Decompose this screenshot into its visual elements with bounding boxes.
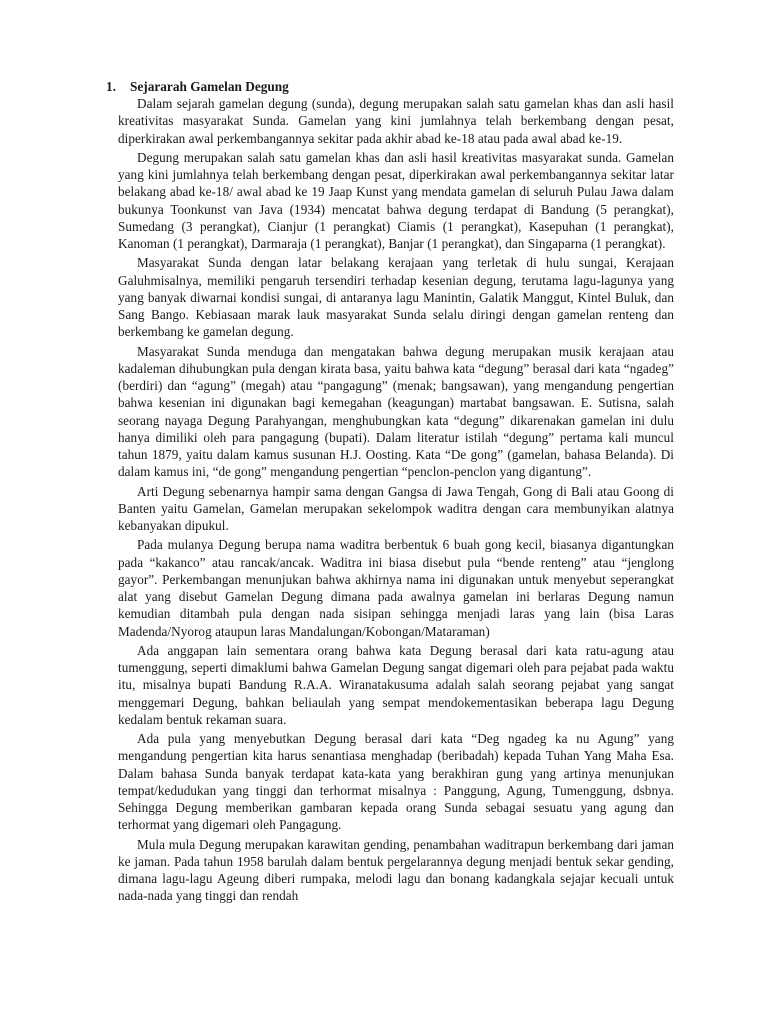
section-number: 1.	[106, 79, 116, 94]
paragraph: Pada mulanya Degung berupa nama waditra berbentuk 6 buah gong kecil, biasanya digantungkan pada “kakanco” atau rancak/ancak. Waditra ini biasa disebut pula “bende renteng” atau “jenglong gayor”. Perkembangan menunjukan bahwa akhirnya nama ini digunakan untuk menyebut seperangkat alat yang disebut Gamelan Degung dimana pada awalnya gamelan ini berlaras Degung namun kemudian ditambah pula dengan nada sisipan sehingga menjadi laras yang lain (bisa Laras Madenda/Nyorog ataupun laras Mandalungan/Kobongan/Mataraman)	[118, 537, 674, 639]
paragraph: Masyarakat Sunda menduga dan mengatakan bahwa degung merupakan musik kerajaan atau kadaleman dihubungkan pula dengan kirata basa, yaitu bahwa kata “degung” berasal dari kata “ngadeg” (berdiri) dan “agung” (megah) atau “pangagung” (menak; bangsawan), yang mengandung pengertian bahwa kesenian ini digunakan bagi kemegahan (keagungan) martabat bangsawan. E. Sutisna, salah seorang nayaga Degung Parahyangan, menghubungkan kata “degung” dikarenakan gamelan ini dulu hanya dimiliki oleh para pangagung (bupati). Dalam literatur istilah “degung” pertama kali muncul tahun 1879, yaitu dalam kamus susunan H.J. Oosting. Kata “De gong” (gamelan, bahasa Belanda). Di dalam kamus ini, “de gong” mengandung pengertian “penclon-penclon yang digantung”.	[118, 343, 674, 480]
section-heading	[106, 78, 674, 95]
paragraph: Ada anggapan lain sementara orang bahwa kata Degung berasal dari kata ratu-agung atau tumenggung, seperti dimaklumi bahwa Gamelan Degung sangat digemari oleh para pejabat pada waktu itu, misalnya bupati Bandung R.A.A. Wiranatakusuma adalah salah seorang pejabat yang sangat menggemari Degung, bahkan beliaulah yang sempat mendokementasikan beberapa lagu Degung kedalam bentuk rekaman suara.	[118, 642, 674, 727]
paragraph: Dalam sejarah gamelan degung (sunda), degung merupakan salah satu gamelan khas dan asli hasil kreativitas masyarakat Sunda. Gamelan yang kini jumlahnya telah berkembang dengan pesat, diperkirakan awal perkembangannya sekitar pada akhir abad ke-18 atau pada awal abad ke-19.	[118, 96, 674, 146]
paragraph: Ada pula yang menyebutkan Degung berasal dari kata “Deg ngadeg ka nu Agung” yang mengandung pengertian kita harus senantiasa menghadap (beribadah) kepada Tuhan Yang Maha Esa. Dalam bahasa Sunda banyak terdapat kata-kata yang berakhiran gung yang artinya menunjukan tempat/kedudukan yang tinggi dan terhormat misalnya : Panggung, Agung, Tumenggung, dsbnya. Sehingga Degung memberikan gambaran kepada orang Sunda sebagai sesuatu yang agung dan terhormat yang digemari oleh Pangagung.	[118, 731, 674, 833]
section-title: Sejararah Gamelan Degung	[130, 79, 289, 94]
paragraph: Arti Degung sebenarnya hampir sama dengan Gangsa di Jawa Tengah, Gong di Bali atau Goong di Banten yaitu Gamelan, Gamelan merupakan sekelompok waditra dengan cara membunyikan alatnya kebanyakan dipukul.	[118, 483, 674, 533]
paragraph: Degung merupakan salah satu gamelan khas dan asli hasil kreativitas masyarakat sunda. Gamelan yang kini jumlahnya telah berkembang dengan pesat, diperkirakan awal perkembangannya sekitar latar belakang abad ke-18/ awal abad ke 19 Jaap Kunst yang mendata gamelan di seluruh Pulau Jawa dalam bukunya Toonkunst van Java (1934) mencatat bahwa degung terdapat di Bandung (5 perangkat), Sumedang (3 perangkat), Cianjur (1 perangkat) Ciamis (1 perangkat), Kasepuhan (1 perangkat), Kanoman (1 perangkat), Darmaraja (1 perangkat), Banjar (1 perangkat), dan Singaparna (1 perangkat).	[118, 149, 674, 251]
paragraph: Masyarakat Sunda dengan latar belakang kerajaan yang terletak di hulu sungai, Kerajaan Galuhmisalnya, memiliki pengaruh tersendiri terhadap kesenian degung, terutama lagu-lagunya yang yang banyak diwarnai kondisi sungai, di antaranya lagu Manintin, Galatik Manggut, Kintel Buluk, dan Sang Bango. Kebiasaan marak lauk masyarakat Sunda selalu diringi dengan gamelan renteng dan berkembang ke gamelan degung.	[118, 255, 674, 340]
paragraph: Mula mula Degung merupakan karawitan gending, penambahan waditrapun berkembang dari jaman ke jaman. Pada tahun 1958 barulah dalam bentuk pergelarannya degung menjadi bentuk sekar gending, dimana lagu-lagu Ageung diberi rumpaka, melodi lagu dan bonang kadangkala sejajar kecuali untuk nada-nada yang tinggi dan rendah	[118, 836, 674, 904]
